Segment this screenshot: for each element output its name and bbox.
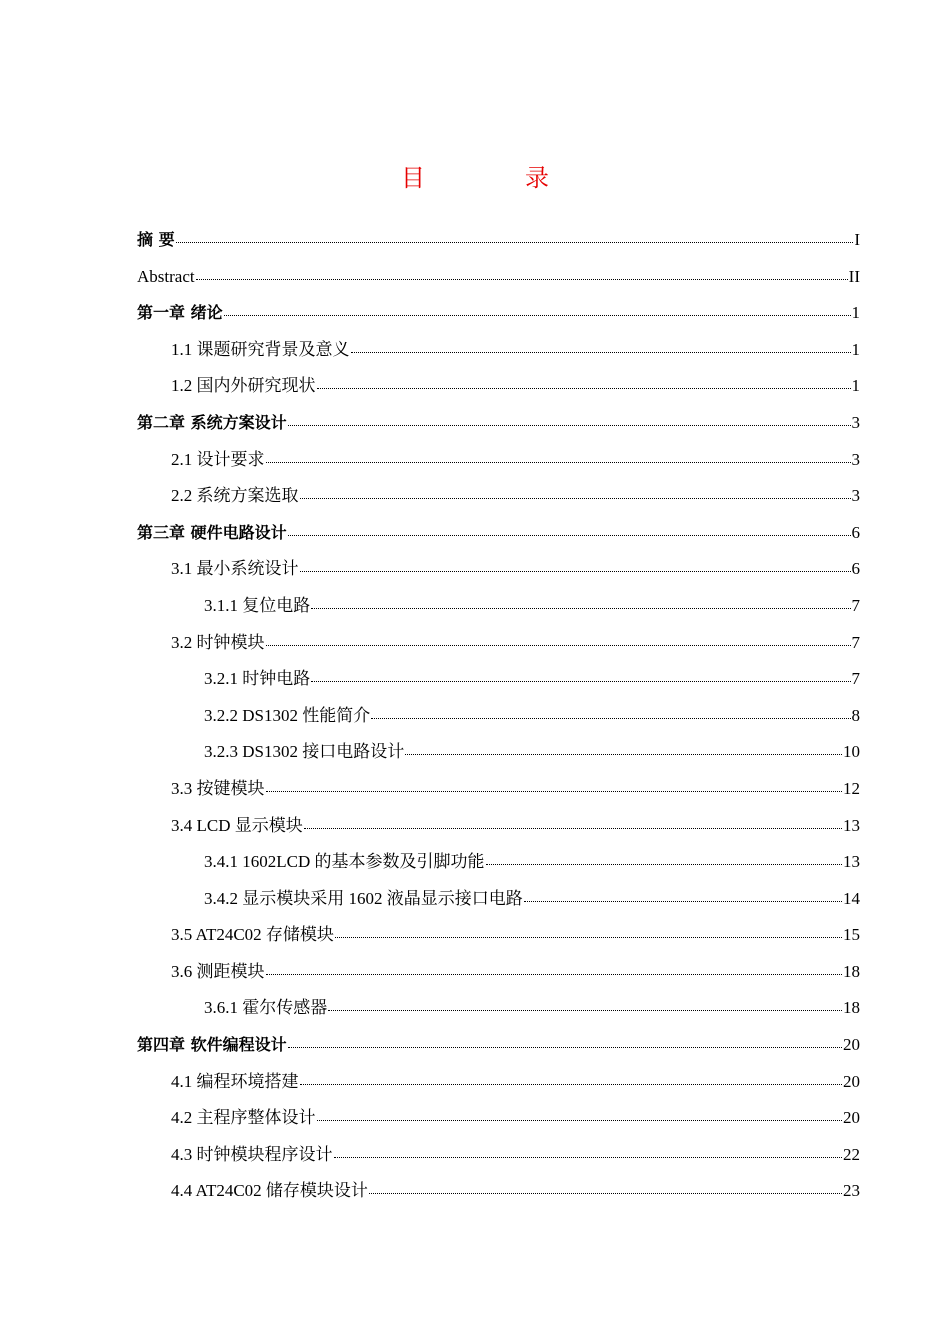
toc-dot-leader	[405, 753, 842, 755]
toc-entry-page-number: 22	[843, 1144, 860, 1164]
toc-dot-leader	[266, 461, 851, 463]
toc-dot-leader	[351, 351, 851, 353]
toc-dot-leader	[334, 1156, 843, 1158]
toc-entry[interactable]	[137, 588, 860, 625]
toc-entry[interactable]	[137, 405, 860, 442]
toc-entry-label: 2.2 系统方案选取	[171, 486, 299, 506]
toc-entry-label: 第二章 系统方案设计	[137, 412, 287, 432]
toc-entry-page-number: 6	[851, 559, 860, 579]
toc-dot-leader	[300, 497, 851, 499]
toc-entry-label: 摘 要	[137, 230, 175, 249]
toc-entry-page-number: 3	[851, 449, 860, 469]
toc-entry[interactable]	[137, 625, 860, 662]
toc-entry-page-number: 1	[851, 339, 860, 359]
toc-entry-page-number: 18	[843, 961, 860, 981]
toc-entry[interactable]	[137, 368, 860, 405]
toc-entry-page-number: 14	[843, 888, 860, 908]
toc-entry-label: 3.4.2 显示模块采用 1602 液晶显示接口电路	[204, 888, 523, 908]
toc-dot-leader	[328, 1009, 842, 1011]
toc-entry[interactable]	[137, 917, 860, 954]
toc-entry-page-number: I	[854, 230, 860, 249]
toc-entry-page-number: 10	[843, 742, 860, 762]
toc-entry[interactable]	[137, 1027, 860, 1064]
toc-entry-page-number: 1	[851, 303, 860, 323]
toc-entry-page-number: 3	[851, 412, 860, 432]
toc-entry[interactable]	[137, 259, 860, 296]
toc-entry-label: 2.1 设计要求	[171, 449, 265, 469]
toc-entry[interactable]	[137, 332, 860, 369]
toc-entry-page-number: 8	[851, 705, 860, 725]
toc-dot-leader	[288, 424, 851, 426]
toc-dot-leader	[300, 570, 851, 572]
toc-dot-leader	[304, 827, 842, 829]
toc-entry-label: 3.6.1 霍尔传感器	[204, 998, 328, 1018]
toc-entry-label: 3.2.3 DS1302 接口电路设计	[204, 742, 405, 762]
toc-entry[interactable]	[137, 478, 860, 515]
toc-entry-page-number: 13	[843, 852, 860, 872]
toc-entry-label: 3.1.1 复位电路	[204, 595, 311, 615]
toc-entry-label: 第四章 软件编程设计	[137, 1035, 287, 1055]
toc-entry-label: 3.2 时钟模块	[171, 632, 265, 652]
toc-entry[interactable]	[137, 881, 860, 918]
toc-dot-leader	[266, 973, 843, 975]
toc-dot-leader	[311, 607, 850, 609]
toc-dot-leader	[335, 936, 842, 938]
toc-entry[interactable]	[137, 442, 860, 479]
toc-entry[interactable]	[137, 844, 860, 881]
toc-entry-page-number: 20	[843, 1108, 860, 1128]
toc-entry[interactable]	[137, 1173, 860, 1210]
toc-entry-label: 3.2.1 时钟电路	[204, 669, 311, 689]
toc-entry[interactable]	[137, 808, 860, 845]
toc-entry-page-number: 15	[843, 925, 860, 945]
toc-entry[interactable]	[137, 954, 860, 991]
toc-entry-page-number: 7	[851, 595, 860, 615]
toc-entry-page-number: 12	[843, 778, 860, 798]
page-title: 目 录	[401, 164, 587, 192]
toc-entry-label: 3.3 按键模块	[171, 778, 265, 798]
toc-dot-leader	[311, 680, 850, 682]
toc-dot-leader	[266, 790, 843, 792]
toc-entry[interactable]	[137, 734, 860, 771]
toc-entry-label: 1.2 国内外研究现状	[171, 376, 316, 396]
toc-dot-leader	[317, 387, 851, 389]
table-of-contents	[137, 222, 860, 1210]
toc-entry[interactable]	[137, 661, 860, 698]
toc-entry[interactable]	[137, 551, 860, 588]
toc-entry-label: 第一章 绪论	[137, 303, 223, 323]
toc-entry-page-number: 20	[843, 1035, 860, 1055]
toc-entry[interactable]	[137, 698, 860, 735]
toc-entry-label: 4.1 编程环境搭建	[171, 1071, 299, 1091]
toc-entry[interactable]	[137, 1137, 860, 1174]
toc-entry[interactable]	[137, 1100, 860, 1137]
toc-entry-label: 3.1 最小系统设计	[171, 559, 299, 579]
toc-entry-label: 第三章 硬件电路设计	[137, 522, 287, 542]
toc-entry-label: 3.2.2 DS1302 性能简介	[204, 705, 371, 725]
toc-dot-leader	[224, 314, 851, 316]
toc-entry[interactable]	[137, 222, 860, 259]
toc-entry-page-number: 23	[843, 1181, 860, 1201]
toc-entry-page-number: 6	[851, 522, 860, 542]
toc-entry-page-number: 7	[851, 669, 860, 689]
toc-entry-label: 4.4 AT24C02 储存模块设计	[171, 1181, 368, 1201]
toc-entry-label: Abstract	[137, 266, 195, 286]
toc-entry-label: 3.4 LCD 显示模块	[171, 815, 303, 835]
toc-dot-leader	[371, 717, 850, 719]
toc-entry-label: 1.1 课题研究背景及意义	[171, 339, 350, 359]
toc-entry-label: 3.4.1 1602LCD 的基本参数及引脚功能	[204, 852, 485, 872]
toc-dot-leader	[300, 1083, 843, 1085]
toc-entry-page-number: II	[848, 266, 860, 286]
toc-dot-leader	[288, 534, 851, 536]
toc-dot-leader	[176, 241, 854, 243]
toc-entry-label: 3.6 测距模块	[171, 961, 265, 981]
toc-dot-leader	[317, 1119, 843, 1121]
toc-dot-leader	[486, 863, 843, 865]
toc-entry-label: 3.5 AT24C02 存储模块	[171, 925, 334, 945]
toc-entry-label: 4.2 主程序整体设计	[171, 1108, 316, 1128]
toc-entry-page-number: 7	[851, 632, 860, 652]
toc-entry-label: 4.3 时钟模块程序设计	[171, 1144, 333, 1164]
toc-dot-leader	[266, 644, 851, 646]
toc-dot-leader	[369, 1192, 842, 1194]
toc-dot-leader	[524, 900, 842, 902]
toc-entry[interactable]	[137, 1064, 860, 1101]
toc-entry-page-number: 18	[843, 998, 860, 1018]
toc-entry-page-number: 20	[843, 1071, 860, 1091]
toc-entry-page-number: 13	[843, 815, 860, 835]
toc-entry[interactable]	[137, 990, 860, 1027]
toc-entry[interactable]	[137, 295, 860, 332]
toc-entry-page-number: 3	[851, 486, 860, 506]
toc-entry-page-number: 1	[851, 376, 860, 396]
toc-entry[interactable]	[137, 771, 860, 808]
toc-dot-leader	[288, 1046, 842, 1048]
toc-dot-leader	[196, 278, 848, 280]
toc-entry[interactable]	[137, 515, 860, 552]
